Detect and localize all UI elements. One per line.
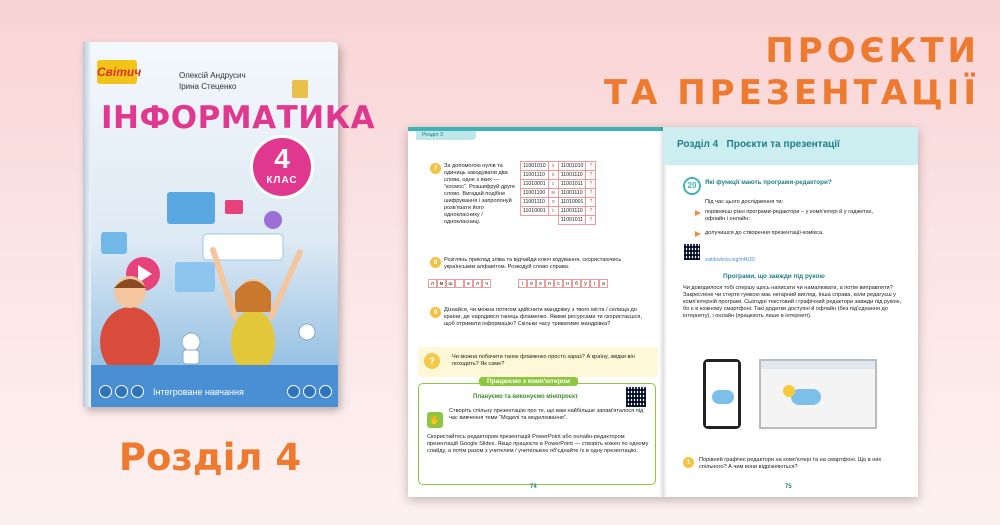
cover-band (91, 365, 338, 407)
badge-icon (115, 385, 128, 398)
question-icon: ? (424, 353, 440, 369)
cipher-letter: о (527, 279, 536, 288)
study-question: Які функції мають програми-редактори? (705, 179, 832, 186)
publisher-logo: Світич (97, 60, 137, 84)
robot-icon (182, 333, 200, 351)
table-cell: о (548, 198, 558, 207)
cipher-letter: б (572, 279, 581, 288)
task-7-text: За допомогою нулів та одиниць закодували два слова, одне з яких — “космос”. Розшифруй друге слово. Вигадай подібне шифрування і запропонуй розв'язати його однокласнику / однокласниці. (444, 163, 515, 225)
study-bullet: долучишся до створення презентації-комікса. (705, 230, 824, 236)
task-8-text: Розглянь приклад зліва та відчайди ключ кодування, скористаючись українським алфавітом. Розкодуй слово справа. (444, 257, 622, 270)
book-cover (83, 42, 376, 407)
hint-text: Чи можна побачити танок фламенко просто зараз? А країну, звідки він походить? Як саме? (452, 354, 635, 367)
table-row (521, 216, 596, 225)
table-cell: 11010001 (521, 207, 549, 216)
chapter-label: Розділ 4 (677, 139, 719, 150)
study-intro: Під час цього дослідження ти: (705, 199, 784, 205)
table-cell: 11001011 (558, 216, 586, 225)
table-cell: ? (586, 189, 596, 198)
body-text: Чи доводилося тобі спершу щось написати чи намалювати, а потім виправляти? Закреслене чи стерте гумкою має негарний вигляд. Інша справа, коли редагуєш у комп'ютерній програмі. Сьогодні текстовий і графічний редактори завжди під рукою, бо є в кожному смартфоні. Такі додатки доступні й офлайн (без під'єднання до інтернету), і онлайн (працюють лише в інтернеті). (683, 285, 902, 319)
badge-icon (131, 385, 144, 398)
cipher-letter: ч (482, 279, 491, 288)
cipher-letter: х (536, 279, 545, 288)
bullet-icon (695, 231, 701, 237)
editor-toolbar (761, 361, 875, 369)
table-cell: м (548, 189, 558, 198)
book-title: ІНФОРМАТИКА (101, 100, 376, 136)
cipher-letter: у (581, 279, 590, 288)
table-cell: с (548, 207, 558, 216)
table-cell: 11010001 (521, 180, 549, 189)
table-cell: 11001010 (558, 162, 586, 171)
study-number: 20 (683, 177, 701, 195)
author-name: Ірина Стеценко (179, 82, 237, 91)
cipher-letter: і (518, 279, 527, 288)
table-cell: 11001011 (558, 180, 586, 189)
cipher-example (428, 279, 491, 288)
right-page (663, 127, 918, 497)
computer-screen-image (759, 359, 877, 429)
grade-number: 4 (274, 143, 290, 174)
cover-band-text: Інтегроване навчання (153, 387, 244, 397)
table-cell: с (548, 180, 558, 189)
robot-arm-icon (299, 324, 315, 340)
computer-task-box (418, 378, 656, 485)
smartphone-image (703, 359, 741, 429)
table-cell: 11001110 (521, 198, 549, 207)
task-9-text: Дізнайся, чи можна потягом здійснити мандрівку з твого міста / селища до країни, де народився танець фламенко. Якими ресурсами ти скористаєшся, щоб отримати інформацію? Скільки часу триватиме мандрівка? (444, 307, 643, 327)
cipher-letter: л (473, 279, 482, 288)
cipher-letter: с (554, 279, 563, 288)
table-cell (548, 216, 558, 225)
qr-code-icon (683, 243, 701, 261)
book-spread (408, 127, 918, 497)
chapter-header (663, 127, 918, 165)
hand-icon: ✋ (427, 412, 443, 428)
mini-project-title: Плануємо та виконуємо мініпроєкт (473, 394, 578, 400)
table-row (521, 207, 596, 216)
code-table (520, 161, 596, 225)
table-cell: 11001100 (521, 189, 549, 198)
cipher-letter: н (563, 279, 572, 288)
org-chart-icon (167, 192, 215, 224)
table-cell: к (548, 162, 558, 171)
chapter-title (677, 141, 840, 148)
section-title: Розділ 4 (118, 436, 302, 479)
cipher-letter: п (545, 279, 554, 288)
cipher-letter: м (437, 279, 446, 288)
table-cell: 11001110 (521, 171, 549, 180)
mini-project-instructions: Скористайтесь редактором презентацій PowerPoint або онлайн-редактором презентацій Google Slides. Якщо працюєте в PowerPoint — створіть кожен по одному слайду, а потім разом з учителем / учителькою об'єднайте їх в одну презентацію. (427, 434, 649, 454)
table-cell: ? (586, 198, 596, 207)
table-cell: 11001110 (558, 171, 586, 180)
mini-project-text: Створіть спільну презентацію про те, що вам найбільше запам'яталося під час вивчення теми “Моделі та моделювання”. (449, 408, 644, 421)
page-heading (560, 30, 980, 114)
heading-line-2: ТА ПРЕЗЕНТАЦІЇ (603, 73, 980, 113)
table-cell: 11001010 (521, 162, 549, 171)
badge-icon (287, 385, 300, 398)
table-row (521, 162, 596, 171)
table-cell: 11001110 (558, 189, 586, 198)
task-1-text: Порівняй графічні редактори на комп'ютері та на смартфоні. Що в них спільного? А чим вони відрізняються? (699, 457, 882, 470)
book-authors (179, 70, 246, 92)
book-spine (83, 42, 91, 407)
table-cell: 11001110 (558, 207, 586, 216)
user-icon (264, 211, 282, 229)
subheading: Програми, що завжди під рукою (723, 273, 825, 280)
heart-icon (225, 200, 243, 214)
page-number: 74 (530, 484, 537, 490)
page-number: 75 (785, 484, 792, 490)
task-number: 8 (430, 257, 441, 268)
resource-link[interactable]: svitdovkola.org/inf4/20 (705, 257, 755, 263)
badge-icon (303, 385, 316, 398)
table-cell: 11010001 (558, 198, 586, 207)
task-number: 1 (683, 457, 694, 468)
chapter-name: Проєкти та презентації (726, 139, 840, 150)
cipher-letter: ш (446, 279, 455, 288)
grade-label: КЛАС (266, 175, 298, 186)
task-number: 9 (430, 307, 441, 318)
table-cell: ? (586, 171, 596, 180)
table-cell (521, 216, 549, 225)
table-row (521, 198, 596, 207)
computer-task-header: Працюємо з комп'ютером (479, 377, 578, 386)
table-cell: ? (586, 207, 596, 216)
cloud-drawing (791, 389, 821, 405)
table-cell: о (548, 171, 558, 180)
image-icon (175, 262, 215, 292)
cipher-letter: а (599, 279, 608, 288)
table-cell: ? (586, 162, 596, 171)
cipher-puzzle (518, 279, 608, 288)
sun-drawing (783, 385, 795, 397)
chat-icon (101, 232, 127, 254)
bullet-icon (695, 210, 701, 216)
table-row (521, 180, 596, 189)
badge-icon (319, 385, 332, 398)
cloud-drawing (712, 390, 734, 404)
study-bullet: порівняєш різні програми-редактори – у комп'ютері й у гаджетах, офлайн і онлайн; (705, 209, 874, 222)
award-icon (292, 80, 308, 98)
cipher-letter: і (590, 279, 599, 288)
hint-box (418, 347, 658, 377)
cipher-letter: к (464, 279, 473, 288)
table-row (521, 171, 596, 180)
table-row (521, 189, 596, 198)
cipher-letter (455, 279, 464, 288)
grade-badge (253, 138, 311, 196)
running-tab: Розділ 3 (416, 131, 476, 140)
table-cell: ? (586, 216, 596, 225)
left-page (408, 127, 663, 497)
heading-line-1: ПРОЄКТИ (765, 31, 980, 71)
qr-code-icon (625, 386, 647, 408)
task-number: 7 (430, 163, 441, 174)
badge-icon (99, 385, 112, 398)
cipher-letter: л (428, 279, 437, 288)
author-name: Олексій Андрусич (179, 71, 246, 80)
cover-illustration (95, 192, 325, 372)
table-cell: ? (586, 180, 596, 189)
